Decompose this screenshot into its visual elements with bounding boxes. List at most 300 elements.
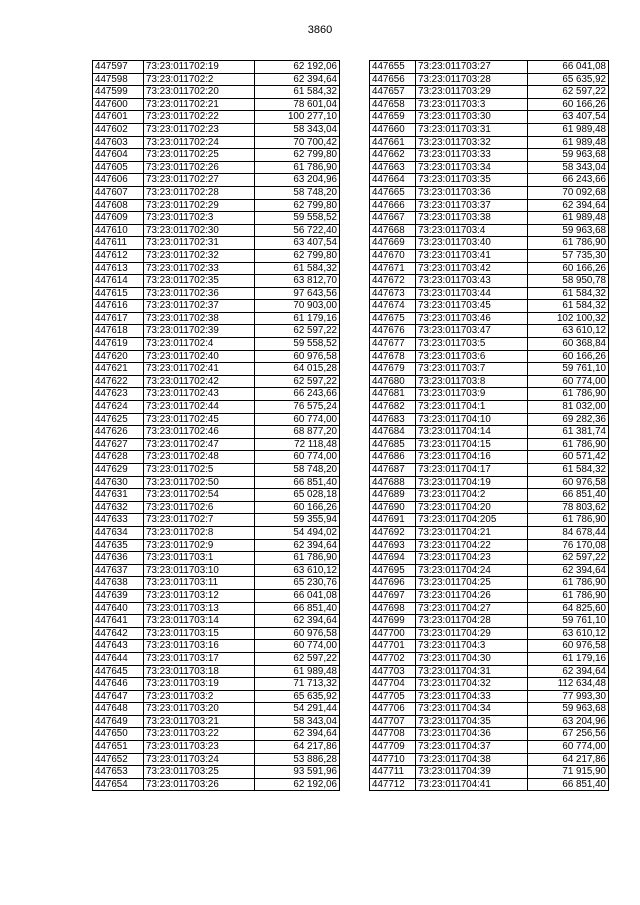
table-row [93,678,340,691]
row-number-cell: 447692 [370,526,416,539]
row-number-cell: 447668 [370,224,416,237]
row-number-cell: 447652 [93,753,144,766]
table-row [93,413,340,426]
value-cell: 61 989,48 [255,665,340,678]
value-cell: 63 812,70 [255,275,340,288]
row-number-cell: 447664 [370,174,416,187]
cadastral-number-cell: 73:23:011704:38 [416,753,528,766]
table-row [370,61,609,74]
table-row [93,111,340,124]
value-cell: 62 799,80 [255,199,340,212]
table-row [370,652,609,665]
table-row [370,174,609,187]
cadastral-number-cell: 73:23:011702:50 [144,476,255,489]
table-row [370,161,609,174]
row-number-cell: 447684 [370,426,416,439]
table-row [93,741,340,754]
table-row [370,577,609,590]
table-row [370,464,609,477]
row-number-cell: 447628 [93,451,144,464]
row-number-cell: 447667 [370,212,416,225]
value-cell: 67 256,56 [528,728,609,741]
value-cell: 60 166,26 [528,262,609,275]
value-cell: 62 394,64 [255,73,340,86]
value-cell: 61 786,90 [528,577,609,590]
row-number-cell: 447618 [93,325,144,338]
value-cell: 64 217,86 [255,741,340,754]
row-number-cell: 447672 [370,275,416,288]
cadastral-number-cell: 73:23:011703:4 [416,224,528,237]
cadastral-number-cell: 73:23:011703:2 [144,690,255,703]
cadastral-number-cell: 73:23:011703:5 [416,338,528,351]
row-number-cell: 447687 [370,464,416,477]
cadastral-number-cell: 73:23:011704:205 [416,514,528,527]
table-row [370,539,609,552]
row-number-cell: 447619 [93,338,144,351]
table-row [93,224,340,237]
table-row [370,766,609,779]
table-row [370,186,609,199]
row-number-cell: 447625 [93,413,144,426]
value-cell: 60 166,26 [528,98,609,111]
value-cell: 71 915,90 [528,766,609,779]
value-cell: 62 597,22 [528,86,609,99]
cadastral-number-cell: 73:23:011704:30 [416,652,528,665]
row-number-cell: 447651 [93,741,144,754]
cadastral-number-cell: 73:23:011703:18 [144,665,255,678]
table-row [370,426,609,439]
value-cell: 54 494,02 [255,526,340,539]
cadastral-number-cell: 73:23:011703:12 [144,589,255,602]
cadastral-number-cell: 73:23:011703:24 [144,753,255,766]
row-number-cell: 447681 [370,388,416,401]
table-row [370,526,609,539]
table-row [93,602,340,615]
value-cell: 64 015,28 [255,363,340,376]
table-row [93,778,340,791]
value-cell: 60 774,00 [255,451,340,464]
value-cell: 58 343,04 [528,161,609,174]
cadastral-number-cell: 73:23:011703:26 [144,778,255,791]
row-number-cell: 447615 [93,287,144,300]
row-number-cell: 447624 [93,401,144,414]
value-cell: 66 851,40 [255,476,340,489]
value-cell: 93 591,96 [255,766,340,779]
row-number-cell: 447626 [93,426,144,439]
table-row [93,186,340,199]
cadastral-number-cell: 73:23:011704:14 [416,426,528,439]
value-cell: 62 192,06 [255,61,340,74]
table-row [370,237,609,250]
table-row [370,363,609,376]
value-cell: 60 166,26 [528,350,609,363]
table-row [93,275,340,288]
row-number-cell: 447634 [93,526,144,539]
cadastral-number-cell: 73:23:011703:46 [416,312,528,325]
row-number-cell: 447620 [93,350,144,363]
table-row [93,652,340,665]
value-cell: 62 192,06 [255,778,340,791]
value-cell: 68 877,20 [255,426,340,439]
table-row [370,401,609,414]
row-number-cell: 447690 [370,501,416,514]
row-number-cell: 447702 [370,652,416,665]
cadastral-number-cell: 73:23:011702:44 [144,401,255,414]
table-row [370,753,609,766]
value-cell: 62 597,22 [528,552,609,565]
row-number-cell: 447610 [93,224,144,237]
cadastral-number-cell: 73:23:011702:38 [144,312,255,325]
value-cell: 61 584,32 [255,86,340,99]
value-cell: 70 092,68 [528,186,609,199]
value-cell: 58 950,78 [528,275,609,288]
table-row [93,73,340,86]
row-number-cell: 447633 [93,514,144,527]
row-number-cell: 447597 [93,61,144,74]
table-row [93,86,340,99]
row-number-cell: 447649 [93,715,144,728]
cadastral-number-cell: 73:23:011703:30 [416,111,528,124]
cadastral-number-cell: 73:23:011703:36 [416,186,528,199]
cadastral-number-cell: 73:23:011702:21 [144,98,255,111]
table-row [93,136,340,149]
row-number-cell: 447630 [93,476,144,489]
table-row [370,350,609,363]
value-cell: 61 584,32 [528,287,609,300]
cadastral-number-cell: 73:23:011703:27 [416,61,528,74]
table-row [370,476,609,489]
row-number-cell: 447645 [93,665,144,678]
table-row [370,640,609,653]
cadastral-number-cell: 73:23:011703:9 [416,388,528,401]
cadastral-number-cell: 73:23:011702:39 [144,325,255,338]
value-cell: 58 343,04 [255,715,340,728]
value-cell: 58 748,20 [255,464,340,477]
table-row [370,489,609,502]
value-cell: 65 028,18 [255,489,340,502]
cadastral-number-cell: 73:23:011703:11 [144,577,255,590]
cadastral-number-cell: 73:23:011704:28 [416,615,528,628]
row-number-cell: 447629 [93,464,144,477]
row-number-cell: 447605 [93,161,144,174]
table-row [370,388,609,401]
row-number-cell: 447598 [93,73,144,86]
row-number-cell: 447711 [370,766,416,779]
cadastral-number-cell: 73:23:011704:20 [416,501,528,514]
row-number-cell: 447599 [93,86,144,99]
row-number-cell: 447705 [370,690,416,703]
row-number-cell: 447601 [93,111,144,124]
row-number-cell: 447613 [93,262,144,275]
value-cell: 61 786,90 [528,438,609,451]
value-cell: 60 976,58 [255,350,340,363]
cadastral-number-cell: 73:23:011702:37 [144,300,255,313]
cadastral-number-cell: 73:23:011703:38 [416,212,528,225]
row-number-cell: 447607 [93,186,144,199]
row-number-cell: 447638 [93,577,144,590]
cadastral-number-cell: 73:23:011703:8 [416,375,528,388]
cadastral-number-cell: 73:23:011702:22 [144,111,255,124]
cadastral-number-cell: 73:23:011702:30 [144,224,255,237]
cadastral-number-cell: 73:23:011703:10 [144,564,255,577]
value-cell: 70 700,42 [255,136,340,149]
row-number-cell: 447676 [370,325,416,338]
table-row [370,451,609,464]
value-cell: 62 394,64 [528,665,609,678]
value-cell: 61 989,48 [528,136,609,149]
table-row [370,338,609,351]
value-cell: 59 558,52 [255,212,340,225]
value-cell: 61 381,74 [528,426,609,439]
table-row [370,111,609,124]
row-number-cell: 447691 [370,514,416,527]
registry-table-right [369,60,609,791]
table-row [370,413,609,426]
table-row [93,451,340,464]
value-cell: 60 774,00 [528,375,609,388]
row-number-cell: 447657 [370,86,416,99]
row-number-cell: 447710 [370,753,416,766]
row-number-cell: 447680 [370,375,416,388]
table-row [370,715,609,728]
cadastral-number-cell: 73:23:011703:45 [416,300,528,313]
value-cell: 60 774,00 [255,640,340,653]
row-number-cell: 447614 [93,275,144,288]
cadastral-number-cell: 73:23:011703:17 [144,652,255,665]
registry-table-left [92,60,340,791]
table-row [370,728,609,741]
cadastral-number-cell: 73:23:011703:47 [416,325,528,338]
value-cell: 76 575,24 [255,401,340,414]
table-row [93,728,340,741]
cadastral-number-cell: 73:23:011702:48 [144,451,255,464]
row-number-cell: 447696 [370,577,416,590]
row-number-cell: 447643 [93,640,144,653]
cadastral-number-cell: 73:23:011704:15 [416,438,528,451]
value-cell: 76 170,08 [528,539,609,552]
value-cell: 62 597,22 [255,652,340,665]
row-number-cell: 447693 [370,539,416,552]
table-row [93,325,340,338]
value-cell: 54 291,44 [255,703,340,716]
value-cell: 66 851,40 [255,602,340,615]
cadastral-number-cell: 73:23:011704:33 [416,690,528,703]
table-row [370,312,609,325]
table-row [93,212,340,225]
value-cell: 69 282,36 [528,413,609,426]
cadastral-number-cell: 73:23:011702:27 [144,174,255,187]
value-cell: 66 851,40 [528,489,609,502]
row-number-cell: 447698 [370,602,416,615]
cadastral-number-cell: 73:23:011702:46 [144,426,255,439]
row-number-cell: 447674 [370,300,416,313]
value-cell: 70 903,00 [255,300,340,313]
cadastral-number-cell: 73:23:011702:5 [144,464,255,477]
value-cell: 66 243,66 [255,388,340,401]
row-number-cell: 447703 [370,665,416,678]
cadastral-number-cell: 73:23:011704:2 [416,489,528,502]
cadastral-number-cell: 73:23:011704:19 [416,476,528,489]
cadastral-number-cell: 73:23:011703:33 [416,149,528,162]
row-number-cell: 447688 [370,476,416,489]
cadastral-number-cell: 73:23:011702:43 [144,388,255,401]
value-cell: 66 041,08 [528,61,609,74]
cadastral-number-cell: 73:23:011703:13 [144,602,255,615]
table-row [93,375,340,388]
cadastral-number-cell: 73:23:011704:31 [416,665,528,678]
value-cell: 65 635,92 [528,73,609,86]
row-number-cell: 447650 [93,728,144,741]
value-cell: 63 610,12 [255,564,340,577]
table-row [370,262,609,275]
value-cell: 62 394,64 [528,564,609,577]
value-cell: 60 571,42 [528,451,609,464]
cadastral-number-cell: 73:23:011704:36 [416,728,528,741]
value-cell: 102 100,32 [528,312,609,325]
cadastral-number-cell: 73:23:011703:22 [144,728,255,741]
cadastral-number-cell: 73:23:011704:17 [416,464,528,477]
table-row [93,627,340,640]
row-number-cell: 447658 [370,98,416,111]
cadastral-number-cell: 73:23:011702:28 [144,186,255,199]
cadastral-number-cell: 73:23:011703:42 [416,262,528,275]
row-number-cell: 447704 [370,678,416,691]
table-row [370,589,609,602]
cadastral-number-cell: 73:23:011703:25 [144,766,255,779]
value-cell: 61 584,32 [255,262,340,275]
value-cell: 112 634,48 [528,678,609,691]
row-number-cell: 447682 [370,401,416,414]
table-row [370,149,609,162]
table-row [370,300,609,313]
cadastral-number-cell: 73:23:011703:16 [144,640,255,653]
cadastral-number-cell: 73:23:011703:44 [416,287,528,300]
value-cell: 61 786,90 [255,161,340,174]
value-cell: 61 584,32 [528,300,609,313]
row-number-cell: 447662 [370,149,416,162]
row-number-cell: 447678 [370,350,416,363]
cadastral-number-cell: 73:23:011704:21 [416,526,528,539]
table-row [93,338,340,351]
value-cell: 61 584,32 [528,464,609,477]
value-cell: 63 407,54 [528,111,609,124]
cadastral-number-cell: 73:23:011703:40 [416,237,528,250]
row-number-cell: 447677 [370,338,416,351]
table-row [93,61,340,74]
table-row [370,615,609,628]
value-cell: 58 343,04 [255,123,340,136]
cadastral-number-cell: 73:23:011703:14 [144,615,255,628]
cadastral-number-cell: 73:23:011702:24 [144,136,255,149]
cadastral-number-cell: 73:23:011704:37 [416,741,528,754]
table-row [370,287,609,300]
table-row [370,86,609,99]
table-row [370,438,609,451]
row-number-cell: 447685 [370,438,416,451]
cadastral-number-cell: 73:23:011704:10 [416,413,528,426]
row-number-cell: 447695 [370,564,416,577]
table-row [370,501,609,514]
row-number-cell: 447636 [93,552,144,565]
value-cell: 66 041,08 [255,589,340,602]
table-row [370,564,609,577]
row-number-cell: 447712 [370,778,416,791]
row-number-cell: 447656 [370,73,416,86]
cadastral-number-cell: 73:23:011702:29 [144,199,255,212]
row-number-cell: 447694 [370,552,416,565]
row-number-cell: 447670 [370,249,416,262]
cadastral-number-cell: 73:23:011704:32 [416,678,528,691]
table-row [93,577,340,590]
cadastral-number-cell: 73:23:011703:20 [144,703,255,716]
value-cell: 65 635,92 [255,690,340,703]
value-cell: 66 243,66 [528,174,609,187]
row-number-cell: 447701 [370,640,416,653]
table-row [370,552,609,565]
cadastral-number-cell: 73:23:011702:35 [144,275,255,288]
cadastral-number-cell: 73:23:011703:29 [416,86,528,99]
value-cell: 61 179,16 [528,652,609,665]
cadastral-number-cell: 73:23:011702:41 [144,363,255,376]
row-number-cell: 447700 [370,627,416,640]
value-cell: 72 118,48 [255,438,340,451]
table-row [370,224,609,237]
row-number-cell: 447697 [370,589,416,602]
table-row [93,552,340,565]
row-number-cell: 447689 [370,489,416,502]
row-number-cell: 447621 [93,363,144,376]
table-row [370,98,609,111]
cadastral-number-cell: 73:23:011702:47 [144,438,255,451]
row-number-cell: 447642 [93,627,144,640]
value-cell: 61 786,90 [528,589,609,602]
cadastral-number-cell: 73:23:011704:3 [416,640,528,653]
cadastral-number-cell: 73:23:011704:39 [416,766,528,779]
row-number-cell: 447655 [370,61,416,74]
value-cell: 62 799,80 [255,249,340,262]
row-number-cell: 447709 [370,741,416,754]
value-cell: 60 166,26 [255,501,340,514]
value-cell: 61 786,90 [528,514,609,527]
value-cell: 63 407,54 [255,237,340,250]
value-cell: 62 597,22 [255,325,340,338]
table-row [93,426,340,439]
table-row [370,375,609,388]
table-row [93,262,340,275]
cadastral-number-cell: 73:23:011704:29 [416,627,528,640]
cadastral-number-cell: 73:23:011702:42 [144,375,255,388]
table-row [93,703,340,716]
table-row [93,123,340,136]
table-row [370,325,609,338]
row-number-cell: 447616 [93,300,144,313]
cadastral-number-cell: 73:23:011702:23 [144,123,255,136]
table-row [93,476,340,489]
cadastral-number-cell: 73:23:011704:27 [416,602,528,615]
value-cell: 62 394,64 [255,615,340,628]
value-cell: 62 799,80 [255,149,340,162]
table-row [93,401,340,414]
cadastral-number-cell: 73:23:011704:23 [416,552,528,565]
cadastral-number-cell: 73:23:011702:32 [144,249,255,262]
cadastral-number-cell: 73:23:011702:3 [144,212,255,225]
table-row [93,350,340,363]
value-cell: 78 803,62 [528,501,609,514]
row-number-cell: 447632 [93,501,144,514]
cadastral-number-cell: 73:23:011704:24 [416,564,528,577]
cadastral-number-cell: 73:23:011702:6 [144,501,255,514]
table-row [370,514,609,527]
